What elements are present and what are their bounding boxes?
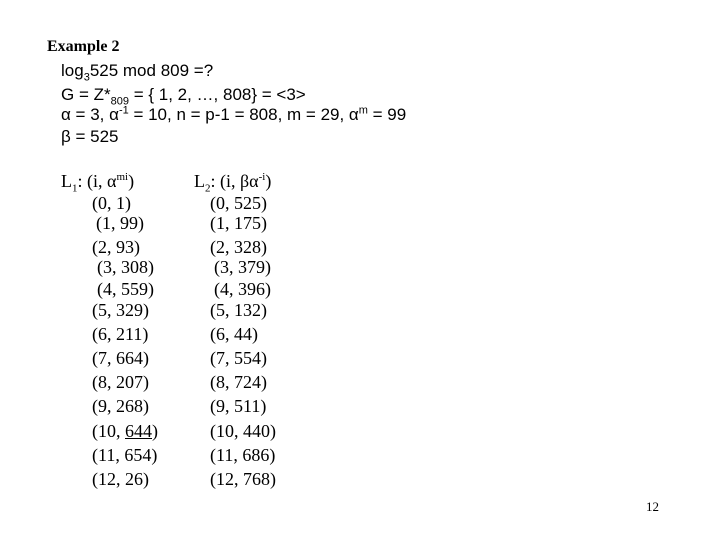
list1-item: (7, 664) <box>92 348 149 368</box>
list1-item: (10, 644) <box>92 421 158 441</box>
list1-item: (8, 207) <box>92 372 149 392</box>
list2-item: (3, 379) <box>214 257 271 277</box>
params-line: α = 3, $\alpha^{-1} = 10$, n = p-1 = 808, m = 29, $\alpha^m = 99$ <box>61 104 407 124</box>
list2-item: (11, 686) <box>210 445 276 465</box>
list1-item: (12, 26) <box>92 469 149 489</box>
list2-item: (7, 554) <box>210 348 267 368</box>
list2-item: (8, 724) <box>210 372 267 392</box>
list1-item: (2, 93) <box>92 237 140 257</box>
group-line: $G = Z*_{809}$ = { 1, 2, …, 808} = <3> <box>61 85 306 108</box>
list2-item: (10, 440) <box>210 421 276 441</box>
list1-item: (0, 1) <box>92 193 131 213</box>
page-number: 12 <box>646 499 659 514</box>
list1-item: (9, 268) <box>92 396 149 416</box>
problem-line: $\log_3525$ mod 809 =? <box>61 61 214 84</box>
list2-item: (2, 328) <box>210 237 267 257</box>
list2-item: (5, 132) <box>210 300 267 320</box>
list2-item: (4, 396) <box>214 279 271 299</box>
list1-item: (5, 329) <box>92 300 149 320</box>
list2-item: (1, 175) <box>210 213 267 233</box>
list1-item: (4, 559) <box>97 279 154 299</box>
example-title: Example 2 <box>47 38 120 55</box>
list1-item: (6, 211) <box>92 324 149 344</box>
beta-line: β = 525 <box>61 127 119 146</box>
list2-item: (12, 768) <box>210 469 276 489</box>
list1-item: (3, 308) <box>97 257 154 277</box>
list2-item: (6, 44) <box>210 324 258 344</box>
highlighted-match-value: 644 <box>125 421 152 441</box>
list1-item: (1, 99) <box>96 213 144 233</box>
list2-item: (0, 525) <box>210 193 267 213</box>
list1-item: (11, 654) <box>92 445 158 465</box>
list2-item: (9, 511) <box>210 396 267 416</box>
list1-label: $L_1$: (i, $\alpha^{mi}$) <box>61 171 135 195</box>
list2-label: $L_2$: (i, $\beta\alpha^{-i}$) <box>194 171 272 195</box>
